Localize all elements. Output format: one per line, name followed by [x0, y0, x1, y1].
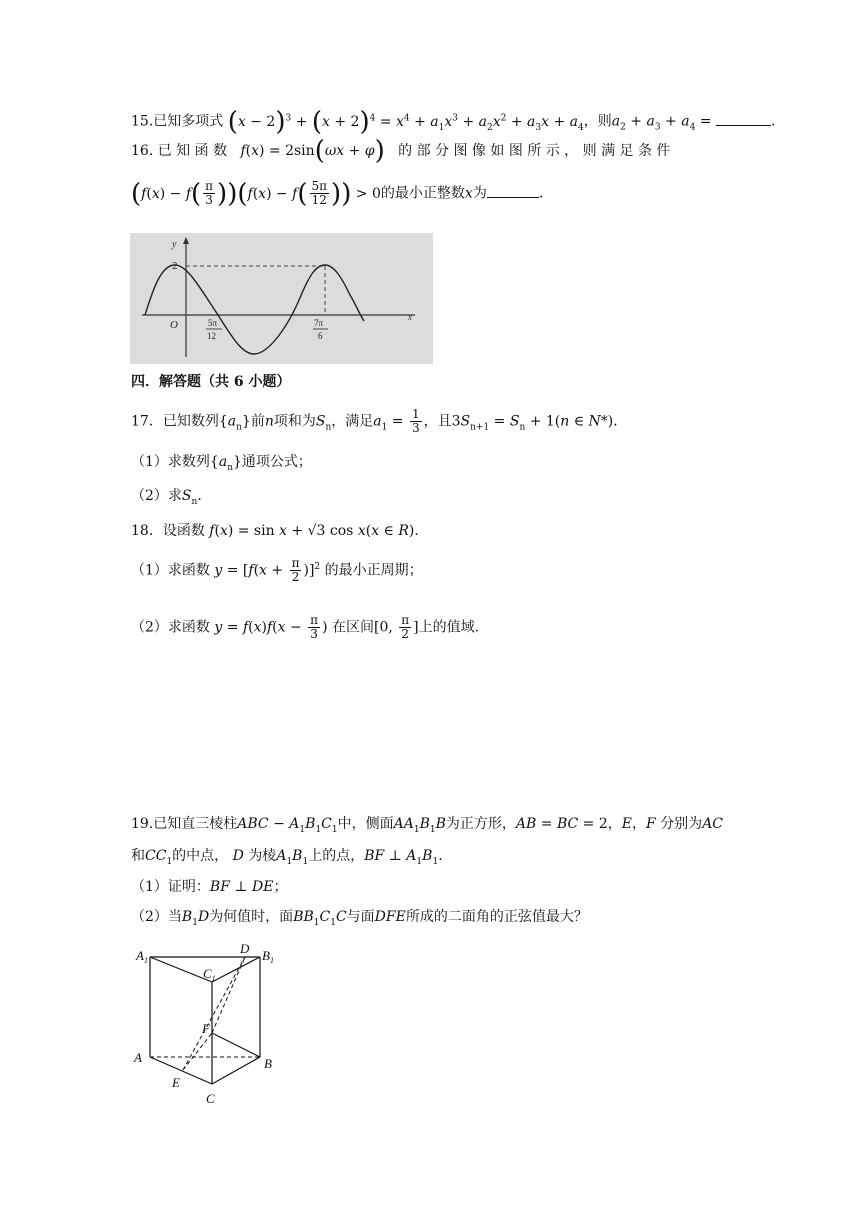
- q19-line1-e: ，: [632, 816, 647, 832]
- q19-line1-c: 为正方形，: [445, 816, 516, 832]
- q16-function: f(x) = 2sin(ωx + φ): [240, 136, 385, 166]
- q18-lead: 设函数: [162, 523, 205, 539]
- q16-condition: (f(x) − f( $\frac{\pi}{3}$ ))(f(x) − f( $\frac{5\pi}{12}$ )) > 0: [131, 178, 381, 209]
- q18-part2-lead: （2）求函数: [131, 619, 210, 636]
- q16-graph: [130, 233, 433, 364]
- graph-y-tick: 2: [172, 260, 178, 272]
- q15-formula: $(x - 2)^3 + (x + 2)^4 = x^4 + a_1x^3 + a_2x^2 + a_3x + a_4$: [227, 106, 584, 137]
- q19-line1: 19.已知直三棱柱ABC − $A_1B_1C_1$中，侧面$AA_1B_1B$为正方形，AB = BC = 2，E，F 分别为AC: [131, 816, 724, 835]
- label-D: D: [240, 941, 250, 956]
- q18-part2-tail: 上的值域.: [418, 619, 480, 636]
- q19-line1-b: 中，侧面: [337, 816, 394, 832]
- q18-end: ．: [414, 523, 429, 539]
- q17-mid3: ，满足: [331, 413, 374, 430]
- q16-line2: [131, 180, 543, 207]
- q19-line2-a: 和: [131, 848, 145, 864]
- q19-line2-b: 的中点，: [172, 848, 229, 864]
- label-F: F: [202, 1021, 210, 1036]
- q17-part1: （1）求数列$\{a_n\}$通项公式；: [131, 454, 312, 473]
- q19-line2-d: 上的点，: [308, 848, 365, 864]
- q15-tail: ，则: [583, 113, 612, 130]
- q16-tail2: 为: [472, 185, 487, 202]
- q19-part2: （2）当$B_1D$为何值时，面$BB_1C_1C$与面DFE所成的二面角的正弦值最大？: [131, 909, 588, 928]
- q17-lead: 已知数列: [162, 413, 219, 430]
- q19-prism-figure: [128, 940, 298, 1112]
- q16-graph-svg: [130, 233, 433, 364]
- q19-line2-c: 为棱: [248, 848, 277, 864]
- graph-tick1-num: 5π: [208, 318, 218, 328]
- q18-line: 18．设函数 f(x) = sin x + √3 cos x(x ∈ R)．: [131, 523, 429, 539]
- q15-number: 15.: [131, 113, 154, 130]
- q19-prism-svg: [128, 940, 298, 1112]
- label-B1: $B_1$: [262, 948, 274, 965]
- q19-part1: （1）证明：BF ⊥ DE；: [131, 879, 288, 895]
- q15-line: 15.已知多项式 $(x - 2)^3 + (x + 2)^4 = x^4 + a_1x^3 + a_2x^2 + a_3x + a_4$，则$a_2 + a_3 + a_4$ = .: [131, 106, 776, 137]
- q18-part1: （1）求函数 y = [f(x + $\frac{\pi}{2}$ )]$^2$ 的最小正周期；: [131, 556, 423, 585]
- q17-mid2: 项和为: [273, 413, 316, 430]
- q16-end: .: [538, 185, 544, 202]
- label-A: A: [134, 1050, 142, 1065]
- q17-part2-lead: （2）求: [131, 488, 182, 504]
- q19-line1-f: 分别为: [660, 816, 703, 832]
- q17-mid4: ，且: [423, 413, 452, 430]
- q17-part1-tail: 通项公式；: [241, 454, 312, 470]
- q17-line: 17．已知数列$\{a_n\}$前n项和为$S_n$，满足$a_1$ = $\frac{1}{3}$ ，且$3S_{n+1} = S_n + 1(n$ ∈ N*)．: [131, 407, 628, 435]
- q16-lead: 已 知 函 数: [157, 143, 228, 159]
- label-B: B: [264, 1056, 272, 1071]
- q19-part2-lead: （2）当: [131, 909, 182, 925]
- q17-part2-tail: ．: [197, 488, 212, 504]
- q19-part2-mid2: 与面: [346, 909, 375, 925]
- graph-tick1-den: 12: [207, 331, 216, 341]
- q19-part2-tail: 所成的二面角的正弦值最大？: [405, 909, 588, 925]
- q18-part1-lead: （1）求函数: [131, 562, 210, 579]
- graph-origin: O: [170, 319, 178, 331]
- q19-part1-tail: ；: [273, 879, 288, 895]
- q19-number: 19.: [131, 816, 154, 832]
- q19-line2-e: .: [438, 848, 443, 864]
- q17-number: 17．: [131, 413, 163, 430]
- q16-cond-tail: 的最小正整数: [380, 185, 465, 202]
- q17-part2: （2）求$S_n$．: [131, 488, 212, 507]
- q17-mid: 前: [250, 413, 265, 430]
- q15-answer-blank: [716, 111, 771, 126]
- q19-line1-d: ，: [607, 816, 622, 832]
- q19-part1-lead: （1）证明：: [131, 879, 210, 895]
- graph-x-label: x: [408, 312, 412, 322]
- q19-line2: 和$CC_1$的中点， D 为棱$A_1B_1$上的点，BF ⊥ $A_1B_1$.: [131, 848, 443, 867]
- q15-end: .: [770, 113, 776, 130]
- label-C1: $C_1$: [203, 966, 216, 983]
- label-E: E: [172, 1075, 180, 1090]
- q16-line1: [131, 136, 671, 166]
- q16-var: x: [464, 185, 473, 202]
- label-A1: $A_1$: [136, 948, 148, 965]
- q15-lead: 已知多项式: [153, 113, 224, 130]
- q19-part2-mid: 为何值时，面: [209, 909, 294, 925]
- q16-answer-blank: [487, 183, 539, 198]
- q17-part1-lead: （1）求数列: [131, 454, 210, 470]
- q18-part2: （2）求函数 y = f(x)f(x − $\frac{\pi}{3}$ ) 在区间[0, $\frac{\pi}{2}$ ]上的值域.: [131, 613, 480, 641]
- q19-line1-a: 已知直三棱柱: [153, 816, 238, 832]
- q18-part2-mid: 在区间: [331, 619, 374, 636]
- graph-y-label: y: [172, 239, 177, 250]
- q18-part1-tail: 的最小正周期；: [324, 562, 423, 579]
- section4-title: 四．解答题（共 6 小题）: [131, 374, 291, 390]
- q16-mid: 的 部 分 图 像 如 图 所 示 ， 则 满 足 条 件: [398, 143, 671, 159]
- graph-tick2-den: 6: [318, 331, 323, 341]
- q17-end: ．: [613, 413, 628, 430]
- label-C: C: [206, 1091, 215, 1106]
- graph-tick2-num: 7π: [314, 318, 324, 328]
- q18-number: 18．: [131, 523, 163, 539]
- q16-number: 16.: [131, 143, 154, 159]
